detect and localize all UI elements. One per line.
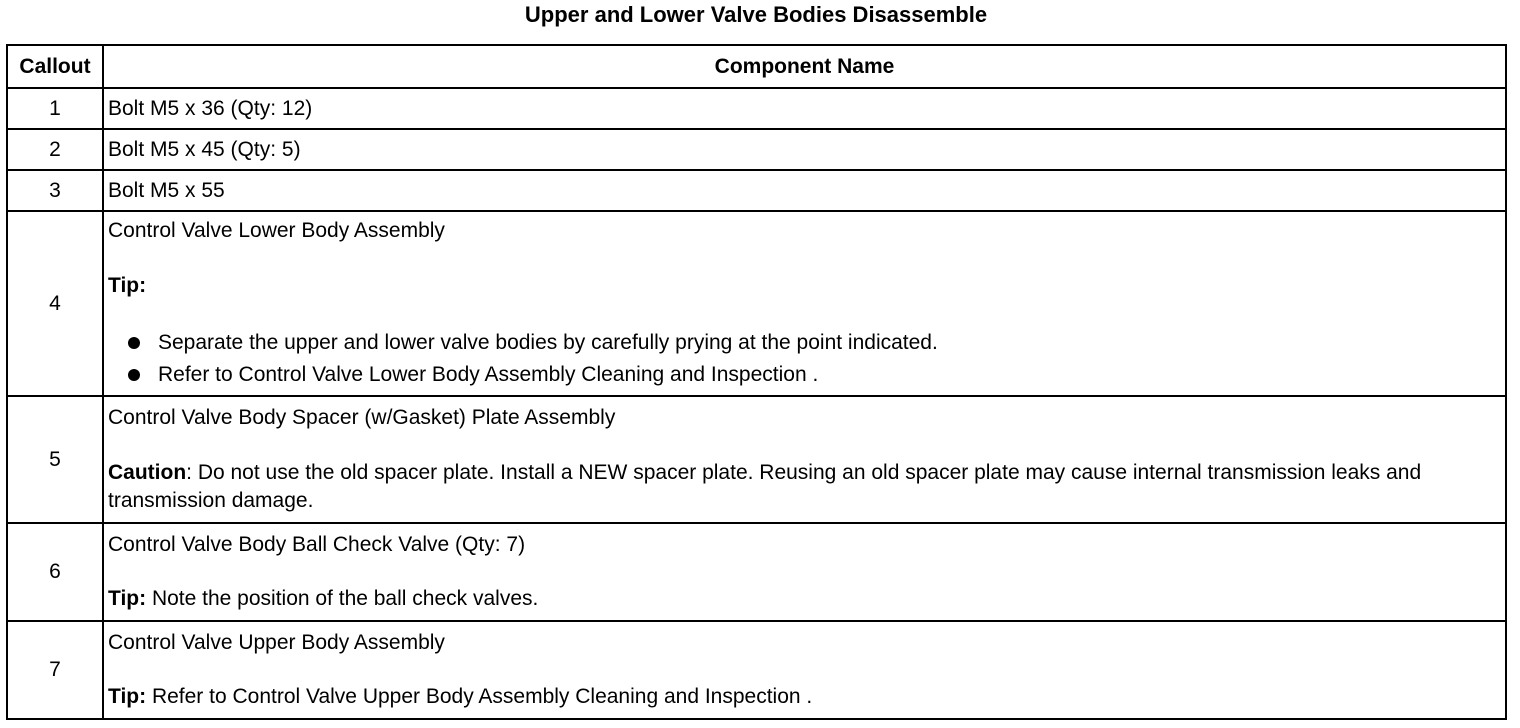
component-name: Control Valve Upper Body Assembly bbox=[108, 631, 445, 654]
callout-number: 1 bbox=[7, 88, 103, 129]
header-component-name: Component Name bbox=[103, 45, 1506, 88]
component-cell bbox=[103, 211, 1506, 396]
table-row bbox=[7, 523, 1506, 621]
tip-note bbox=[108, 585, 1501, 613]
caution-note bbox=[108, 459, 1501, 515]
list-item bbox=[126, 359, 1501, 391]
tip-bullet-list bbox=[108, 327, 1501, 391]
table-row bbox=[7, 211, 1506, 396]
component-name: Control Valve Body Spacer (w/Gasket) Plate Assembly bbox=[108, 406, 616, 429]
table-row bbox=[7, 88, 1506, 129]
tip-label: Tip: bbox=[108, 685, 147, 708]
bullet-text: Refer to Control Valve Lower Body Assembly Cleaning and Inspection . bbox=[158, 362, 819, 386]
bullet-icon bbox=[128, 337, 140, 349]
callout-number: 5 bbox=[7, 396, 103, 523]
header-callout: Callout bbox=[7, 45, 103, 88]
table-row bbox=[7, 396, 1506, 523]
tip-text: Refer to Control Valve Upper Body Assembly Cleaning and Inspection . bbox=[146, 685, 813, 708]
component-cell bbox=[103, 523, 1506, 621]
tip-label: Tip: bbox=[108, 587, 147, 610]
tip-note bbox=[108, 683, 1501, 711]
table-row bbox=[7, 621, 1506, 719]
tip-text: Note the position of the ball check valves. bbox=[146, 587, 539, 610]
component-cell bbox=[103, 396, 1506, 523]
table-row bbox=[7, 129, 1506, 170]
callout-number: 4 bbox=[7, 211, 103, 396]
caution-text: : Do not use the old spacer plate. Install a NEW spacer plate. Reusing an old spacer plate may cause internal transmission leaks and transmission damage. bbox=[108, 461, 1422, 512]
page-title: Upper and Lower Valve Bodies Disassemble bbox=[524, 2, 988, 27]
bullet-text: Separate the upper and lower valve bodies by carefully prying at the point indicated. bbox=[158, 330, 938, 354]
component-name: Bolt M5 x 45 (Qty: 5) bbox=[103, 129, 1506, 170]
table-header-row bbox=[7, 45, 1506, 88]
component-name: Control Valve Lower Body Assembly bbox=[108, 218, 445, 242]
callout-table bbox=[6, 44, 1507, 720]
bullet-icon bbox=[128, 369, 140, 381]
callout-number: 6 bbox=[7, 523, 103, 621]
component-cell bbox=[103, 621, 1506, 719]
callout-number: 7 bbox=[7, 621, 103, 719]
list-item bbox=[126, 327, 1501, 359]
component-name: Control Valve Body Ball Check Valve (Qty: 7) bbox=[108, 533, 526, 556]
table-row bbox=[7, 170, 1506, 211]
tip-label: Tip: bbox=[108, 273, 147, 297]
callout-number: 3 bbox=[7, 170, 103, 211]
caution-label: Caution bbox=[108, 461, 187, 484]
component-name: Bolt M5 x 36 (Qty: 12) bbox=[103, 88, 1506, 129]
callout-number: 2 bbox=[7, 129, 103, 170]
component-name: Bolt M5 x 55 bbox=[103, 170, 1506, 211]
